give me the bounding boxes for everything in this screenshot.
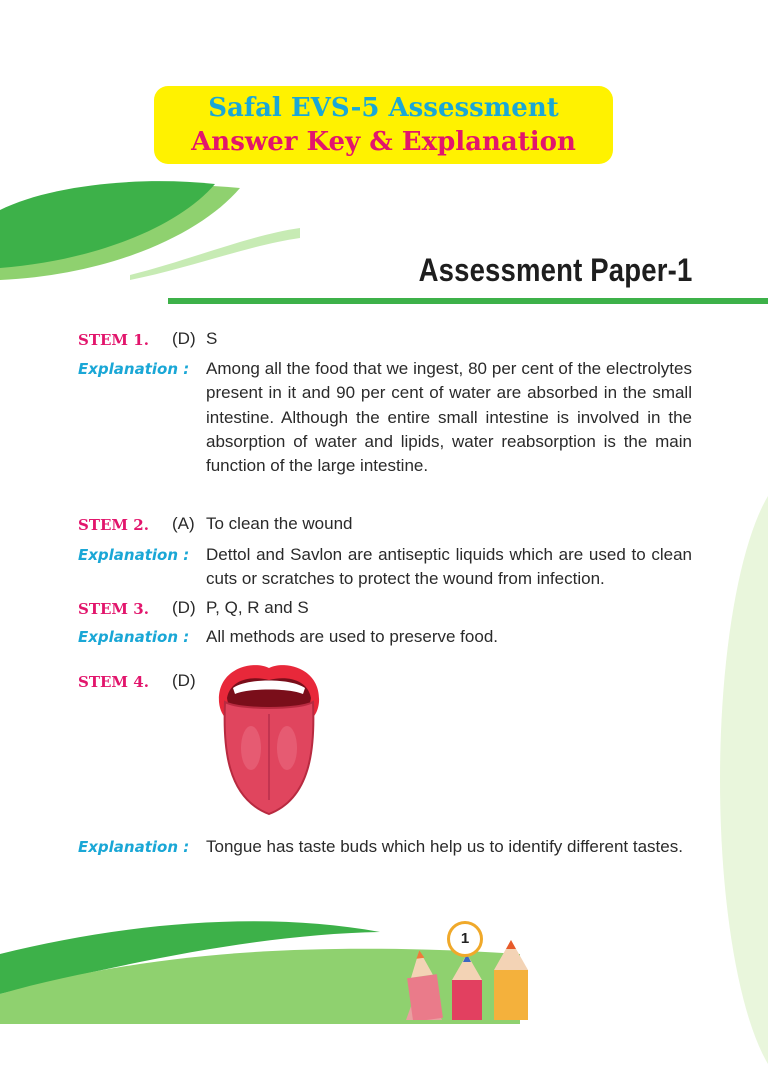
right-background-curve — [720, 470, 768, 1090]
stem-2-option: (A) — [172, 514, 195, 533]
stem-3-explanation: All methods are used to preserve food. — [206, 627, 498, 646]
stem-3-option: (D) — [172, 598, 196, 617]
stem-3-label: STEM 3. — [78, 600, 149, 618]
header-banner — [154, 86, 613, 164]
stem-1-answer: S — [206, 329, 218, 348]
stem-1-explanation-label: Explanation : — [78, 360, 190, 378]
header-title: Safal EVS-5 Assessment — [208, 93, 559, 123]
paper-title: Assessment Paper-1 — [418, 252, 692, 288]
stem-2-label: STEM 2. — [78, 516, 149, 534]
stem-1-label: STEM 1. — [78, 331, 149, 349]
tongue-illustration — [213, 658, 325, 818]
stem-4-label: STEM 4. — [78, 673, 149, 691]
left-leaf-decoration — [0, 180, 300, 290]
header-subtitle: Answer Key & Explanation — [191, 127, 576, 157]
stem-1-option: (D) — [172, 329, 196, 348]
stem-3-explanation-label: Explanation : — [78, 628, 190, 646]
stem-2-explanation: Dettol and Savlon are antiseptic liquids which are used to clean cuts or scratches to protect the wound from infection. — [206, 545, 692, 589]
stem-2-explanation-label: Explanation : — [78, 546, 190, 564]
stem-4-option: (D) — [172, 671, 196, 690]
stem-4-explanation: Tongue has taste buds which help us to identify different tastes. — [206, 837, 683, 856]
page-number: 1 — [447, 921, 483, 957]
stem-1-explanation: Among all the food that we ingest, 80 per cent of the electrolytes present in it and 90 per cent of water are absorbed in the small intestine. Although the entire small intestine is involved in the absorption of water and lipids, water reabsorption is the main function of the large intestine. — [206, 359, 692, 476]
title-divider — [168, 298, 768, 304]
stem-2-answer: To clean the wound — [206, 514, 353, 533]
stem-3-answer: P, Q, R and S — [206, 598, 309, 617]
stem-4-explanation-label: Explanation : — [78, 838, 190, 856]
